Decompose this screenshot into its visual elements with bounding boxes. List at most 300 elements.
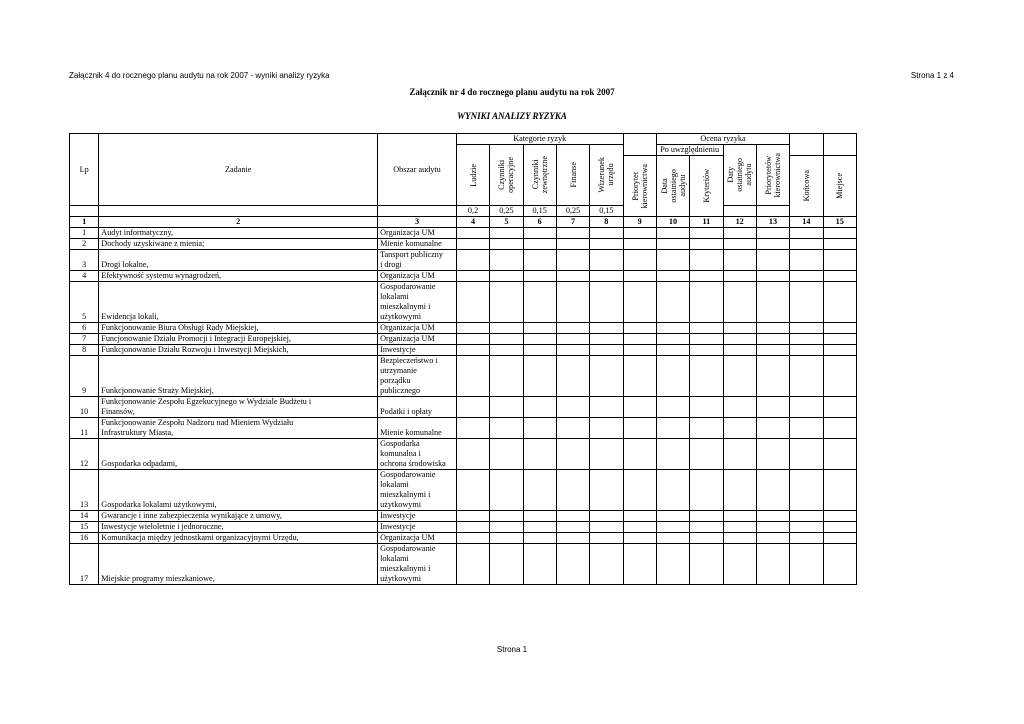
score-cell	[690, 228, 723, 239]
score-cell	[823, 282, 856, 323]
score-cell	[656, 323, 689, 334]
score-cell	[790, 511, 823, 522]
document-title: Załącznik nr 4 do rocznego planu audytu na rok 2007	[409, 87, 615, 97]
score-cell	[456, 397, 489, 418]
col-header-zadanie: Zadanie	[99, 134, 378, 206]
column-number: 6	[523, 217, 556, 228]
score-cell	[623, 439, 656, 470]
score-cell	[790, 418, 823, 439]
row-task	[99, 439, 378, 470]
score-cell	[790, 323, 823, 334]
score-cell	[723, 356, 756, 397]
weight-ludzie: 0,2	[456, 206, 489, 217]
score-cell	[623, 334, 656, 345]
score-cell	[690, 522, 723, 533]
score-cell	[490, 418, 523, 439]
row-task-line: Dochody uzyskiwane z mienia;	[101, 239, 205, 248]
table-row	[70, 439, 857, 470]
score-cell	[656, 533, 689, 544]
row-task	[99, 271, 378, 282]
score-cell	[790, 334, 823, 345]
table-row	[70, 397, 857, 418]
score-cell	[556, 345, 589, 356]
weights-row	[70, 206, 857, 217]
score-cell	[656, 470, 689, 511]
col-header-kategorie: Kategorie ryzyk	[456, 134, 623, 145]
table-row	[70, 356, 857, 397]
row-area	[378, 323, 457, 334]
row-area-line: Gospodarowanie	[380, 470, 436, 479]
score-cell	[756, 334, 789, 345]
row-area-line: Gospodarowanie	[380, 544, 436, 553]
table-row	[70, 522, 857, 533]
table-row	[70, 282, 857, 323]
score-cell	[556, 356, 589, 397]
col-header-obszar: Obszar audytu	[378, 134, 457, 206]
score-cell	[623, 470, 656, 511]
row-area	[378, 228, 457, 239]
score-cell	[556, 397, 589, 418]
weight-cell-empty	[723, 206, 756, 217]
row-task	[99, 250, 378, 271]
row-area-line: Podatki i opłaty	[380, 407, 432, 416]
col-header-finanse: Finanse	[556, 145, 589, 206]
row-area-line: Inwestycje	[380, 511, 416, 520]
row-task	[99, 397, 378, 418]
score-cell	[523, 323, 556, 334]
column-number: 5	[490, 217, 523, 228]
score-cell	[490, 356, 523, 397]
score-cell	[556, 250, 589, 271]
col-header-ludzie: Ludzie	[456, 145, 489, 206]
score-cell	[523, 522, 556, 533]
score-cell	[656, 544, 689, 585]
score-cell	[723, 439, 756, 470]
score-cell	[456, 271, 489, 282]
table-row	[70, 323, 857, 334]
row-lp: 2	[70, 239, 99, 250]
score-cell	[590, 228, 623, 239]
row-task	[99, 470, 378, 511]
score-cell	[723, 250, 756, 271]
score-cell	[656, 239, 689, 250]
score-cell	[756, 544, 789, 585]
score-cell	[823, 271, 856, 282]
row-area-line: Bezpieczeństwo i	[380, 356, 438, 365]
score-cell	[490, 334, 523, 345]
score-cell	[823, 418, 856, 439]
score-cell	[790, 345, 823, 356]
row-area-line: utrzymanie	[380, 366, 417, 375]
col-header-ocena: Ocena ryzyka	[656, 134, 789, 145]
col-header-data: Data ostatniego audytu	[656, 156, 689, 217]
score-cell	[756, 439, 789, 470]
score-cell	[456, 345, 489, 356]
score-cell	[690, 356, 723, 397]
row-task-line: Gospodarka odpadami,	[101, 459, 178, 468]
column-number: 8	[590, 217, 623, 228]
score-cell	[656, 439, 689, 470]
score-cell	[823, 397, 856, 418]
score-cell	[656, 334, 689, 345]
row-area-line: lokalami	[380, 480, 409, 489]
score-cell	[456, 544, 489, 585]
score-cell	[623, 544, 656, 585]
score-cell	[823, 239, 856, 250]
score-cell	[523, 356, 556, 397]
column-number-row	[70, 217, 857, 228]
score-cell	[690, 533, 723, 544]
score-cell	[523, 239, 556, 250]
score-cell	[690, 323, 723, 334]
row-area-line: Organizacja UM	[380, 323, 435, 332]
score-cell	[756, 228, 789, 239]
row-lp: 12	[70, 439, 99, 470]
score-cell	[523, 282, 556, 323]
score-cell	[756, 470, 789, 511]
row-task	[99, 345, 378, 356]
score-cell	[490, 250, 523, 271]
weight-czynniki-operacyjne: 0,25	[490, 206, 523, 217]
table-row	[70, 334, 857, 345]
score-cell	[523, 470, 556, 511]
score-cell	[623, 397, 656, 418]
row-lp: 14	[70, 511, 99, 522]
column-number: 13	[756, 217, 789, 228]
score-cell	[790, 228, 823, 239]
row-area-line: Organizacja UM	[380, 271, 435, 280]
score-cell	[556, 239, 589, 250]
row-task	[99, 533, 378, 544]
column-number: 4	[456, 217, 489, 228]
score-cell	[723, 470, 756, 511]
col-header-daty: Daty ostatniego audytu	[723, 145, 756, 206]
score-cell	[656, 418, 689, 439]
row-area	[378, 282, 457, 323]
score-cell	[756, 397, 789, 418]
row-area	[378, 544, 457, 585]
row-area	[378, 470, 457, 511]
score-cell	[590, 323, 623, 334]
col-header-priorytet: Priorytet kierownictwa	[623, 156, 656, 217]
row-task	[99, 544, 378, 585]
column-number: 3	[378, 217, 457, 228]
weight-cell-empty	[378, 206, 457, 217]
table-row	[70, 228, 857, 239]
score-cell	[756, 533, 789, 544]
row-task	[99, 334, 378, 345]
score-cell	[623, 282, 656, 323]
score-cell	[456, 439, 489, 470]
score-cell	[490, 345, 523, 356]
score-cell	[590, 250, 623, 271]
score-cell	[590, 271, 623, 282]
table-row	[70, 470, 857, 511]
row-lp: 3	[70, 250, 99, 271]
score-cell	[490, 439, 523, 470]
score-cell	[823, 345, 856, 356]
score-cell	[523, 250, 556, 271]
score-cell	[790, 439, 823, 470]
row-task	[99, 356, 378, 397]
row-area-line: użytkowymi	[380, 574, 422, 583]
col-header-empty	[623, 134, 656, 156]
score-cell	[723, 418, 756, 439]
row-task	[99, 323, 378, 334]
row-task	[99, 522, 378, 533]
row-area-line: mieszkalnymi i	[380, 302, 431, 311]
row-task-line: Audyt informatyczny,	[101, 228, 174, 237]
col-header-lp: Lp	[70, 134, 99, 206]
row-area	[378, 239, 457, 250]
row-area	[378, 418, 457, 439]
score-cell	[523, 345, 556, 356]
column-number: 15	[823, 217, 856, 228]
score-cell	[456, 511, 489, 522]
table-row	[70, 250, 857, 271]
row-area-line: lokalami	[380, 292, 409, 301]
score-cell	[723, 522, 756, 533]
col-header-czynniki-zewnetrzne: Czynniki zewnętrzne	[523, 145, 556, 206]
row-area-line: Tansport publiczny	[380, 250, 443, 259]
score-cell	[790, 470, 823, 511]
column-number: 1	[70, 217, 99, 228]
page-header-left: Załącznik 4 do rocznego planu audytu na rok 2007 - wyniki analizy ryzyka	[69, 71, 330, 80]
score-cell	[456, 323, 489, 334]
weight-finanse: 0,25	[556, 206, 589, 217]
row-lp: 6	[70, 323, 99, 334]
score-cell	[523, 397, 556, 418]
score-cell	[756, 282, 789, 323]
row-lp: 8	[70, 345, 99, 356]
score-cell	[456, 533, 489, 544]
risk-analysis-table	[69, 133, 857, 585]
row-area-line: Gospodarowanie	[380, 282, 436, 291]
row-lp: 15	[70, 522, 99, 533]
row-area-line: Inwestycje	[380, 522, 416, 531]
score-cell	[690, 239, 723, 250]
score-cell	[656, 250, 689, 271]
col-header-kryteriow: Kryteriów	[690, 156, 723, 217]
row-area	[378, 439, 457, 470]
row-area	[378, 250, 457, 271]
row-lp: 17	[70, 544, 99, 585]
row-task	[99, 511, 378, 522]
row-lp: 16	[70, 533, 99, 544]
score-cell	[623, 356, 656, 397]
col-header-koncowa: Końcowa	[790, 156, 823, 217]
page-header-right: Strona 1 z 4	[910, 71, 954, 80]
row-task-line: Funkcjonowanie Zespołu Egzekucyjnego w Wydziale Budżetu i	[101, 397, 312, 406]
row-area-line: publicznego	[380, 386, 421, 395]
score-cell	[623, 345, 656, 356]
score-cell	[456, 470, 489, 511]
row-task-line: Miejskie programy mieszkaniowe,	[101, 574, 215, 583]
score-cell	[690, 397, 723, 418]
col-header-miejsce: Miejsce	[823, 156, 856, 217]
row-area-line: lokalami	[380, 554, 409, 563]
document-subtitle: WYNIKI ANALIZY RYZYKA	[457, 111, 567, 121]
row-task	[99, 418, 378, 439]
table-row	[70, 533, 857, 544]
row-task-line: Finansów,	[101, 407, 135, 416]
score-cell	[756, 323, 789, 334]
row-task-line: Drogi lokalne,	[101, 260, 149, 269]
row-task-line: Gwarancje i inne zabezpieczenia wynikające z umowy,	[101, 511, 282, 520]
score-cell	[690, 470, 723, 511]
weight-cell-empty	[70, 206, 99, 217]
weight-wizerunek: 0,15	[590, 206, 623, 217]
score-cell	[823, 533, 856, 544]
score-cell	[556, 522, 589, 533]
row-area-line: Mienie komunalne	[380, 239, 442, 248]
score-cell	[490, 470, 523, 511]
row-area	[378, 511, 457, 522]
score-cell	[690, 282, 723, 323]
score-cell	[456, 250, 489, 271]
score-cell	[523, 439, 556, 470]
score-cell	[723, 397, 756, 418]
row-area-line: ochrona środowiska	[380, 459, 446, 468]
score-cell	[723, 533, 756, 544]
score-cell	[523, 533, 556, 544]
score-cell	[790, 356, 823, 397]
score-cell	[556, 228, 589, 239]
row-area-line: Inwestycje	[380, 345, 416, 354]
row-lp: 7	[70, 334, 99, 345]
row-area	[378, 356, 457, 397]
row-task-line: Efektywność systemu wynagrodzeń,	[101, 271, 222, 280]
score-cell	[723, 334, 756, 345]
column-number: 12	[723, 217, 756, 228]
score-cell	[690, 334, 723, 345]
column-number: 11	[690, 217, 723, 228]
score-cell	[623, 522, 656, 533]
score-cell	[590, 470, 623, 511]
row-lp: 13	[70, 470, 99, 511]
score-cell	[556, 439, 589, 470]
score-cell	[590, 533, 623, 544]
score-cell	[756, 250, 789, 271]
score-cell	[723, 544, 756, 585]
score-cell	[456, 334, 489, 345]
score-cell	[623, 271, 656, 282]
row-task	[99, 239, 378, 250]
column-number: 10	[656, 217, 689, 228]
score-cell	[490, 533, 523, 544]
score-cell	[756, 522, 789, 533]
row-area-line: komunalna i	[380, 449, 421, 458]
score-cell	[723, 228, 756, 239]
score-cell	[556, 282, 589, 323]
score-cell	[490, 323, 523, 334]
score-cell	[590, 397, 623, 418]
score-cell	[590, 439, 623, 470]
score-cell	[456, 228, 489, 239]
col-header-empty	[790, 134, 823, 156]
score-cell	[623, 228, 656, 239]
score-cell	[623, 511, 656, 522]
score-cell	[590, 239, 623, 250]
row-task	[99, 228, 378, 239]
table-row	[70, 271, 857, 282]
score-cell	[490, 282, 523, 323]
score-cell	[656, 356, 689, 397]
score-cell	[790, 271, 823, 282]
score-cell	[590, 511, 623, 522]
row-task	[99, 282, 378, 323]
score-cell	[523, 271, 556, 282]
score-cell	[790, 522, 823, 533]
score-cell	[656, 522, 689, 533]
score-cell	[723, 239, 756, 250]
score-cell	[556, 418, 589, 439]
score-cell	[556, 323, 589, 334]
row-lp: 4	[70, 271, 99, 282]
column-number: 9	[623, 217, 656, 228]
row-lp: 9	[70, 356, 99, 397]
score-cell	[490, 271, 523, 282]
row-area-line: użytkowymi	[380, 312, 422, 321]
col-header-po-uwzglednieniu: Po uwzględnieniu	[656, 145, 723, 156]
col-header-empty	[823, 134, 856, 156]
score-cell	[523, 544, 556, 585]
score-cell	[756, 345, 789, 356]
score-cell	[656, 511, 689, 522]
score-cell	[623, 323, 656, 334]
row-task-line: Funkcjonowanie Biura Obsługi Rady Miejskiej,	[101, 323, 259, 332]
score-cell	[490, 522, 523, 533]
score-cell	[723, 345, 756, 356]
score-cell	[523, 334, 556, 345]
score-cell	[490, 239, 523, 250]
score-cell	[723, 511, 756, 522]
row-task-line: Gospodarka lokalami użytkowymi,	[101, 500, 217, 509]
score-cell	[656, 345, 689, 356]
score-cell	[690, 511, 723, 522]
row-area-line: użytkowymi	[380, 500, 422, 509]
score-cell	[590, 345, 623, 356]
row-area	[378, 271, 457, 282]
score-cell	[823, 522, 856, 533]
row-area	[378, 345, 457, 356]
row-task-line: Inwestycje wieloletnie i jednoroczne,	[101, 522, 224, 531]
row-area	[378, 397, 457, 418]
table-row	[70, 544, 857, 585]
score-cell	[656, 228, 689, 239]
row-task-line: Funcjonowanie Działu Promocji i Integracji Europejskiej,	[101, 334, 291, 343]
row-task-line: Ewidencja lokali,	[101, 312, 159, 321]
score-cell	[723, 323, 756, 334]
score-cell	[790, 544, 823, 585]
row-lp: 11	[70, 418, 99, 439]
score-cell	[790, 239, 823, 250]
score-cell	[823, 356, 856, 397]
score-cell	[456, 418, 489, 439]
score-cell	[756, 271, 789, 282]
score-cell	[456, 522, 489, 533]
score-cell	[823, 470, 856, 511]
row-task-line: Funkcjonowanie Straży Miejskiej,	[101, 386, 214, 395]
score-cell	[690, 250, 723, 271]
score-cell	[623, 418, 656, 439]
score-cell	[556, 511, 589, 522]
row-area-line: Mienie komunalne	[380, 428, 442, 437]
row-lp: 5	[70, 282, 99, 323]
score-cell	[790, 282, 823, 323]
table-row	[70, 239, 857, 250]
score-cell	[690, 271, 723, 282]
